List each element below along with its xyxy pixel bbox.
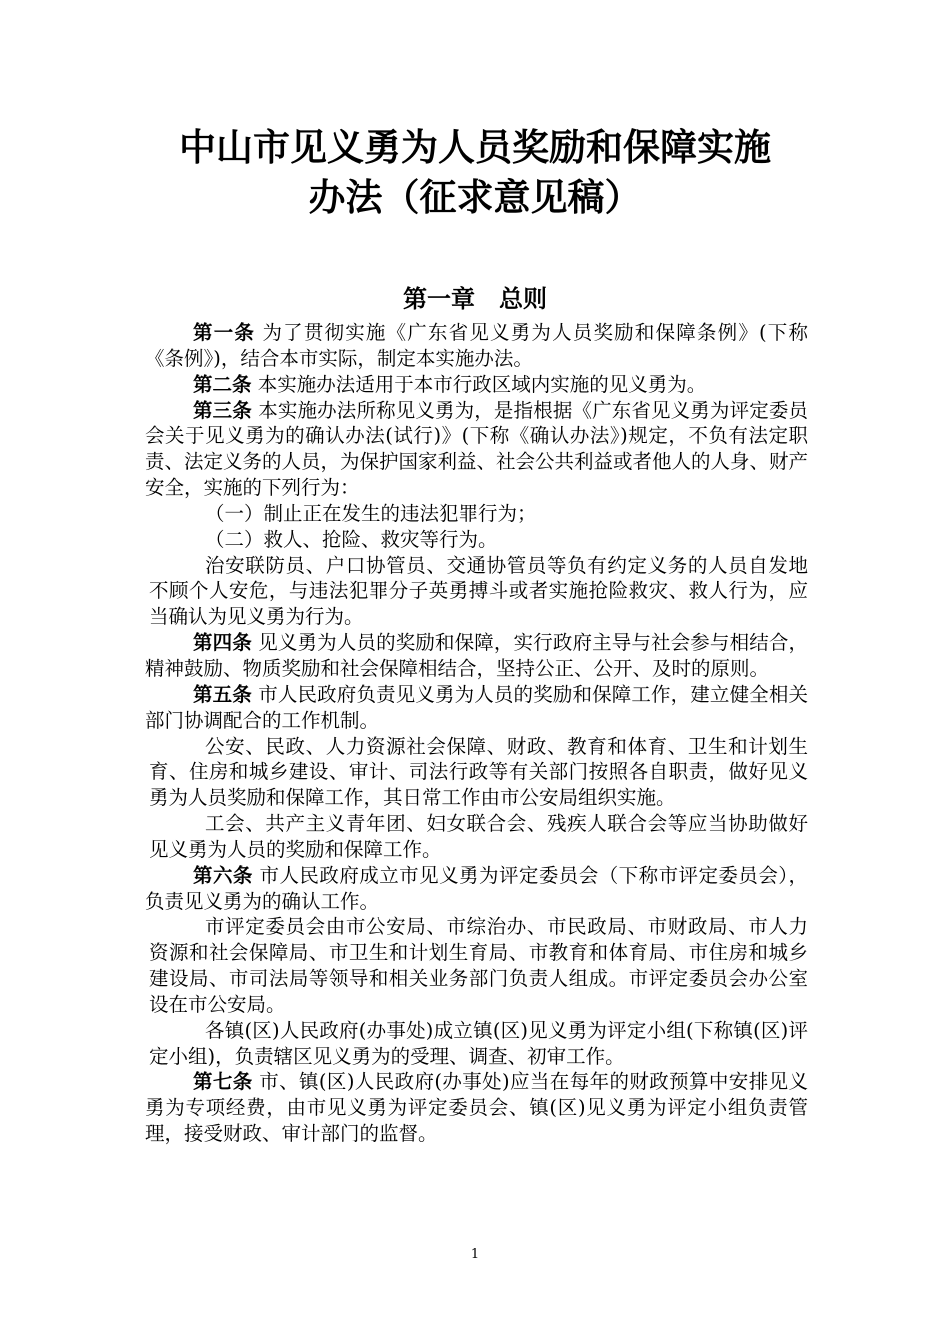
paragraph-text: 市评定委员会由市公安局、市综治办、市民政局、市财政局、市人力资源和社会保障局、市卫生和计划生育局、市教育和体育局、市住房和城乡建设局、市司法局等领导和相关业务部门负责人组成。市评定委员会办公室设在市公安局。 — [149, 915, 808, 1016]
paragraph — [145, 501, 808, 527]
chapter-heading — [0, 283, 950, 315]
document-body — [145, 320, 808, 1147]
paragraph-text: 工会、共产主义青年团、妇女联合会、残疾人联合会等应当协助做好见义勇为人员的奖励和保障工作。 — [149, 812, 808, 861]
article-number: 第一条 — [193, 321, 256, 344]
paragraph — [145, 398, 808, 501]
paragraph — [145, 372, 808, 398]
paragraph-text: 见义勇为人员的奖励和保障，实行政府主导与社会参与相结合，精神鼓励、物质奖励和社会保障相结合，坚持公正、公开、及时的原则。 — [145, 631, 808, 680]
chapter-number: 第一章 — [403, 285, 475, 313]
paragraph-text: 市、镇(区)人民政府(办事处)应当在每年的财政预算中安排见义勇为专项经费，由市见义勇为评定委员会、镇(区)见义勇为评定小组负责管理，接受财政、审计部门的监督。 — [145, 1070, 808, 1146]
paragraph — [145, 811, 808, 863]
paragraph — [145, 1069, 808, 1147]
paragraph — [145, 863, 808, 915]
article-number: 第五条 — [193, 682, 252, 706]
title-line-1: 中山市见义勇为人员奖励和保障实施 — [179, 125, 771, 169]
article-number: 第二条 — [193, 372, 252, 396]
paragraph-text: 为了贯彻实施《广东省见义勇为人员奖励和保障条例》(下称《条例》)，结合本市实际，制定本实施办法。 — [145, 321, 808, 370]
paragraph — [145, 1018, 808, 1070]
paragraph — [145, 630, 808, 682]
paragraph-text: （二）救人、抢险、救灾等行为。 — [205, 527, 498, 551]
paragraph-text: 治安联防员、户口协管员、交通协管员等负有约定义务的人员自发地不顾个人安危，与违法犯罪分子英勇搏斗或者实施抢险救灾、救人行为，应当确认为见义勇为行为。 — [149, 553, 808, 629]
article-number: 第六条 — [193, 863, 253, 887]
paragraph — [145, 320, 808, 372]
article-number: 第三条 — [193, 398, 252, 422]
paragraph — [145, 914, 808, 1017]
paragraph — [145, 527, 808, 553]
paragraph-text: 公安、民政、人力资源社会保障、财政、教育和体育、卫生和计划生育、住房和城乡建设、审计、司法行政等有关部门按照各自职责，做好见义勇为人员奖励和保障工作，其日常工作由市公安局组织实施。 — [149, 734, 808, 810]
title-line-2: 办法（征求意见稿） — [308, 175, 642, 219]
paragraph — [145, 553, 808, 631]
chapter-name: 总则 — [499, 285, 547, 313]
paragraph-text: （一）制止正在发生的违法犯罪行为； — [205, 501, 537, 525]
document-title — [0, 122, 950, 222]
paragraph-text: 市人民政府负责见义勇为人员的奖励和保障工作，建立健全相关部门协调配合的工作机制。 — [145, 682, 808, 732]
page-number: 1 — [470, 1247, 480, 1262]
paragraph — [145, 682, 808, 734]
article-number: 第四条 — [193, 631, 252, 655]
paragraph-text: 市人民政府成立市见义勇为评定委员会（下称市评定委员会），负责见义勇为的确认工作。 — [145, 863, 808, 913]
paragraph — [145, 734, 808, 812]
article-number: 第七条 — [193, 1070, 253, 1094]
paragraph-text: 本实施办法所称见义勇为，是指根据《广东省见义勇为评定委员会关于见义勇为的确认办法(试行)》(下称《确认办法》)规定，不负有法定职责、法定义务的人员，为保护国家利益、社会公共利益或者他人的人身、财产安全，实施的下列行为： — [145, 398, 809, 500]
paragraph-text: 各镇(区)人民政府(办事处)成立镇(区)见义勇为评定小组(下称镇(区)评定小组)，负责辖区见义勇为的受理、调查、初审工作。 — [149, 1018, 808, 1068]
paragraph-text: 本实施办法适用于本市行政区域内实施的见义勇为。 — [251, 372, 707, 396]
